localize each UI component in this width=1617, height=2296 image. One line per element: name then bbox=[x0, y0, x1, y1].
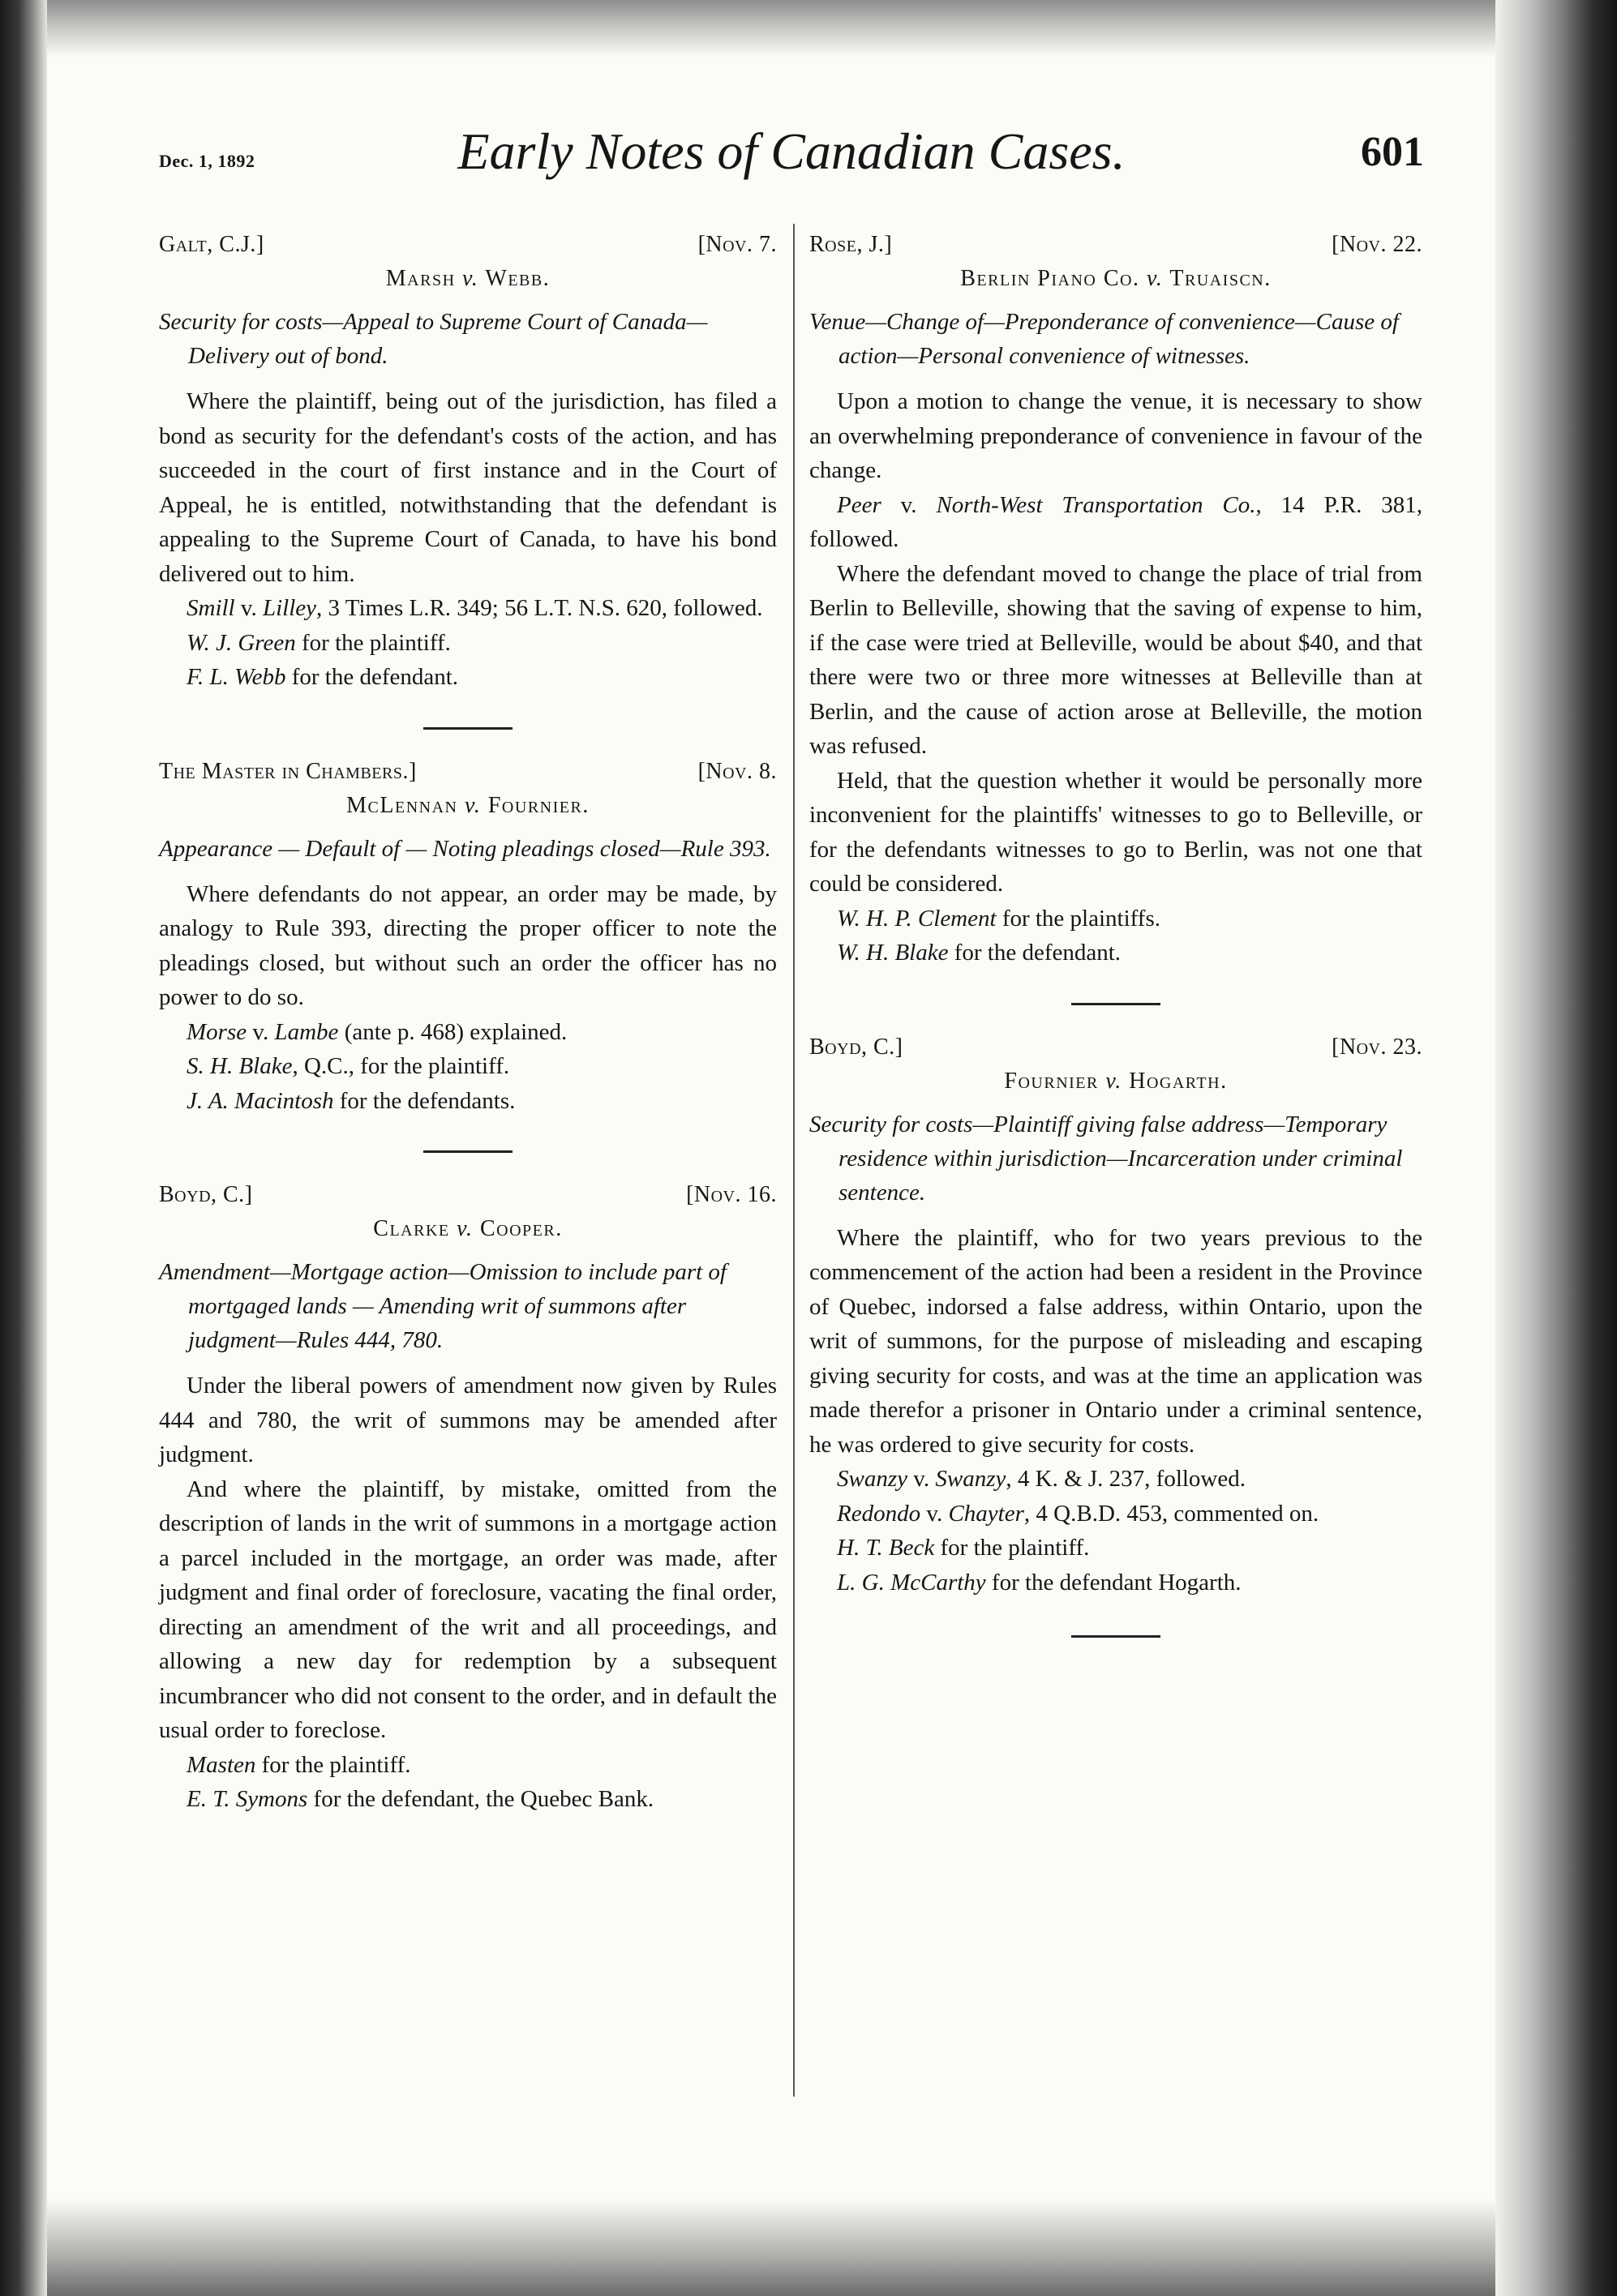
counsel-line bbox=[159, 626, 777, 661]
holding-paragraph: Upon a motion to change the venue, it is necessary to show an overwhelming preponderance of convenience in favour of the change. bbox=[809, 388, 1422, 483]
holding-paragraph: Where defendants do not appear, an order may be made, by analogy to Rule 393, directing the proper officer to note the pleadings closed, but without such an order the officer has no power to do so. bbox=[159, 880, 777, 1010]
counsel-role: for the defendant. bbox=[948, 940, 1122, 966]
cite-party-a: Peer bbox=[837, 491, 881, 518]
cite-party-a: Smill bbox=[187, 595, 235, 621]
counsel-name: L. G. McCarthy bbox=[837, 1569, 986, 1596]
scan-border-left bbox=[0, 0, 47, 2296]
party-a: McLennan bbox=[346, 792, 458, 818]
running-header bbox=[159, 114, 1424, 178]
case-date: [Nov. 16. bbox=[686, 1182, 777, 1207]
cite-party-a: Swanzy bbox=[837, 1466, 907, 1492]
holding-paragraph: And where the plaintiff, by mistake, omitted from the description of lands in the writ of summons in a mortgage action a parcel included in the mortgage, an order was made, after judgment and final order of foreclosure, vacating the final order, directing an amendment of the writ and all proceedings, and allowing a new day for redemption by a subsequent incumbrancer who did not consent to the order, and in default the usual order to foreclose. bbox=[159, 1476, 777, 1743]
counsel-line bbox=[159, 1084, 777, 1119]
holding-paragraph: Where the plaintiff, being out of the jurisdiction, has filed a bond as security for the defendant's costs of the action, and has succeeded in the court of first instance and in the Court of Appeal, he is entitled, notwithstanding that the defendant is appealing to the Supreme Court of Canada, to have his bond delivered out to him. bbox=[159, 388, 777, 587]
end-rule bbox=[1071, 1635, 1160, 1638]
column-divider bbox=[793, 224, 795, 2097]
counsel-line bbox=[159, 1049, 777, 1084]
counsel-line bbox=[809, 902, 1422, 936]
case-separator-rule bbox=[1071, 1003, 1160, 1005]
cite-reference: , 3 Times L.R. 349; 56 L.T. N.S. 620, followed. bbox=[316, 595, 763, 621]
case-berlin-piano-v-truaiscn bbox=[809, 227, 1422, 1005]
counsel-name: W. H. P. Clement bbox=[837, 905, 997, 932]
case-fournier-v-hogarth bbox=[809, 1030, 1422, 1638]
case-date: [Nov. 7. bbox=[697, 232, 777, 257]
case-heading bbox=[159, 227, 777, 264]
case-heading bbox=[159, 754, 777, 791]
case-heading bbox=[809, 227, 1422, 264]
counsel-role: for the defendant Hogarth. bbox=[985, 1569, 1242, 1596]
case-name bbox=[159, 266, 777, 292]
headnote: Security for costs—Appeal to Supreme Court of Canada—Delivery out of bond. bbox=[159, 309, 708, 369]
cite-party-b: Swanzy bbox=[935, 1466, 1006, 1492]
counsel-role: for the defendant, the Quebec Bank. bbox=[307, 1786, 654, 1812]
scan-border-right bbox=[1495, 0, 1617, 2296]
case-name bbox=[159, 1216, 777, 1242]
cite-versus: v. bbox=[920, 1500, 949, 1527]
cite-reference: , 4 Q.B.D. 453, commented on. bbox=[1023, 1500, 1319, 1527]
counsel-name: W. J. Green bbox=[187, 629, 296, 656]
counsel-name: Masten bbox=[187, 1751, 256, 1778]
party-b: Webb. bbox=[485, 266, 551, 291]
case-separator-rule bbox=[423, 727, 513, 730]
counsel-role: for the plaintiff. bbox=[295, 629, 451, 656]
counsel-role: , Q.C., for the plaintiff. bbox=[292, 1053, 510, 1079]
scan-border-bottom bbox=[0, 2199, 1617, 2296]
party-b: Fournier. bbox=[487, 792, 590, 818]
case-marsh-v-webb bbox=[159, 227, 777, 730]
case-judge: The Master in Chambers.] bbox=[159, 758, 417, 784]
cite-reference: (ante p. 468) explained. bbox=[338, 1018, 568, 1045]
case-mclennan-v-fournier bbox=[159, 754, 777, 1154]
cite-versus: v. bbox=[881, 491, 937, 518]
cite-versus: v. bbox=[247, 1018, 275, 1045]
counsel-line bbox=[159, 660, 777, 695]
case-date: [Nov. 22. bbox=[1332, 232, 1422, 257]
counsel-role: for the plaintiff. bbox=[255, 1751, 411, 1778]
counsel-line bbox=[809, 1566, 1422, 1600]
counsel-line bbox=[159, 1748, 777, 1783]
citation bbox=[809, 1462, 1422, 1497]
right-column bbox=[809, 227, 1422, 1657]
case-heading bbox=[159, 1177, 777, 1214]
journal-section-title: Early Notes of Canadian Cases. bbox=[457, 122, 1126, 180]
cite-party-a: Redondo bbox=[837, 1500, 921, 1527]
held-paragraph: Held, that the question whether it would be personally more inconvenient for the plaintiffs' witnesses to go to Belleville, or for the defendants witnesses to go to Berlin, was not one that could be considered. bbox=[809, 767, 1422, 897]
scan-border-top bbox=[0, 0, 1617, 57]
headnote: Appearance — Default of — Noting pleadings closed—Rule 393. bbox=[159, 835, 771, 862]
counsel-role: for the plaintiffs. bbox=[996, 905, 1160, 932]
party-a: Marsh bbox=[385, 266, 456, 291]
case-name bbox=[809, 1069, 1422, 1094]
counsel-name: F. L. Webb bbox=[187, 664, 286, 690]
case-judge: Galt, C.J.] bbox=[159, 232, 264, 257]
headnote: Amendment—Mortgage action—Omission to include part of mortgaged lands — Amending writ of summons after judgment—Rules 444, 780. bbox=[159, 1259, 727, 1353]
counsel-line bbox=[809, 1531, 1422, 1566]
facts-paragraph: Where the defendant moved to change the place of trial from Berlin to Belleville, showing that the saving of expense to him, if the case were tried at Belleville, would be about $40, and that there were two or three more witnesses at Belleville than at Berlin, and the cause of action arose at Belleville, the motion was refused. bbox=[809, 560, 1422, 759]
cite-reference: , 14 P.R. 381, followed. bbox=[809, 491, 1423, 552]
versus: v. bbox=[1146, 266, 1164, 291]
case-date: [Nov. 8. bbox=[697, 758, 777, 784]
party-b: Hogarth. bbox=[1129, 1068, 1228, 1094]
cite-versus: v. bbox=[907, 1466, 936, 1492]
party-b: Cooper. bbox=[479, 1216, 563, 1241]
case-name bbox=[159, 793, 777, 819]
cite-party-a: Morse bbox=[187, 1018, 247, 1045]
headnote: Venue—Change of—Preponderance of convenience—Cause of action—Personal convenience of witnesses. bbox=[809, 309, 1399, 369]
cite-versus: v. bbox=[234, 595, 263, 621]
citation bbox=[809, 1497, 1422, 1531]
case-judge: Rose, J.] bbox=[809, 232, 893, 257]
case-name bbox=[809, 266, 1422, 292]
holding-paragraph: Under the liberal powers of amendment now given by Rules 444 and 780, the writ of summons may be amended after judgment. bbox=[159, 1373, 777, 1467]
party-a: Clarke bbox=[373, 1216, 450, 1241]
cite-party-b: Lilley bbox=[263, 595, 317, 621]
cite-party-b: Chayter bbox=[948, 1500, 1024, 1527]
citation bbox=[809, 488, 1422, 557]
cite-party-b: North-West Transportation Co. bbox=[936, 491, 1256, 518]
counsel-line bbox=[159, 1782, 777, 1817]
versus: v. bbox=[1105, 1068, 1122, 1094]
party-a: Fournier bbox=[1004, 1068, 1099, 1094]
counsel-role: for the defendants. bbox=[333, 1087, 516, 1114]
counsel-role: for the plaintiff. bbox=[934, 1535, 1090, 1561]
citation bbox=[159, 1015, 777, 1050]
versus: v. bbox=[457, 1216, 474, 1241]
holding-paragraph: Where the plaintiff, who for two years previous to the commencement of the action had been a resident in the Province of Quebec, indorsed a false address, within Ontario, upon the writ of summons, for the purpose of misleading and escaping giving security for costs, and was at the time an application was made therefor a prisoner in Ontario under a criminal sentence, he was ordered to give security for costs. bbox=[809, 1224, 1422, 1458]
case-judge: Boyd, C.] bbox=[809, 1034, 903, 1060]
counsel-name: E. T. Symons bbox=[187, 1786, 308, 1812]
counsel-line bbox=[809, 936, 1422, 970]
counsel-name: H. T. Beck bbox=[837, 1535, 935, 1561]
left-column bbox=[159, 227, 777, 1836]
versus: v. bbox=[462, 266, 479, 291]
issue-date: Dec. 1, 1892 bbox=[159, 151, 255, 171]
party-b: Truaiscn. bbox=[1169, 266, 1272, 291]
counsel-name: S. H. Blake bbox=[187, 1053, 293, 1079]
headnote: Security for costs—Plaintiff giving false address—Temporary residence within jurisdiction—Incarceration under criminal sentence. bbox=[809, 1111, 1403, 1206]
counsel-name: W. H. Blake bbox=[837, 940, 949, 966]
case-separator-rule bbox=[423, 1150, 513, 1153]
case-heading bbox=[809, 1030, 1422, 1067]
citation bbox=[159, 591, 777, 626]
cite-reference: , 4 K. & J. 237, followed. bbox=[1006, 1466, 1246, 1492]
counsel-role: for the defendant. bbox=[285, 664, 459, 690]
versus: v. bbox=[465, 792, 482, 818]
counsel-name: J. A. Macintosh bbox=[187, 1087, 334, 1114]
party-a: Berlin Piano Co. bbox=[960, 266, 1140, 291]
cite-party-b: Lambe bbox=[274, 1018, 339, 1045]
page-number: 601 bbox=[1361, 129, 1424, 175]
case-date: [Nov. 23. bbox=[1332, 1034, 1422, 1060]
case-judge: Boyd, C.] bbox=[159, 1182, 253, 1207]
case-clarke-v-cooper bbox=[159, 1177, 777, 1817]
